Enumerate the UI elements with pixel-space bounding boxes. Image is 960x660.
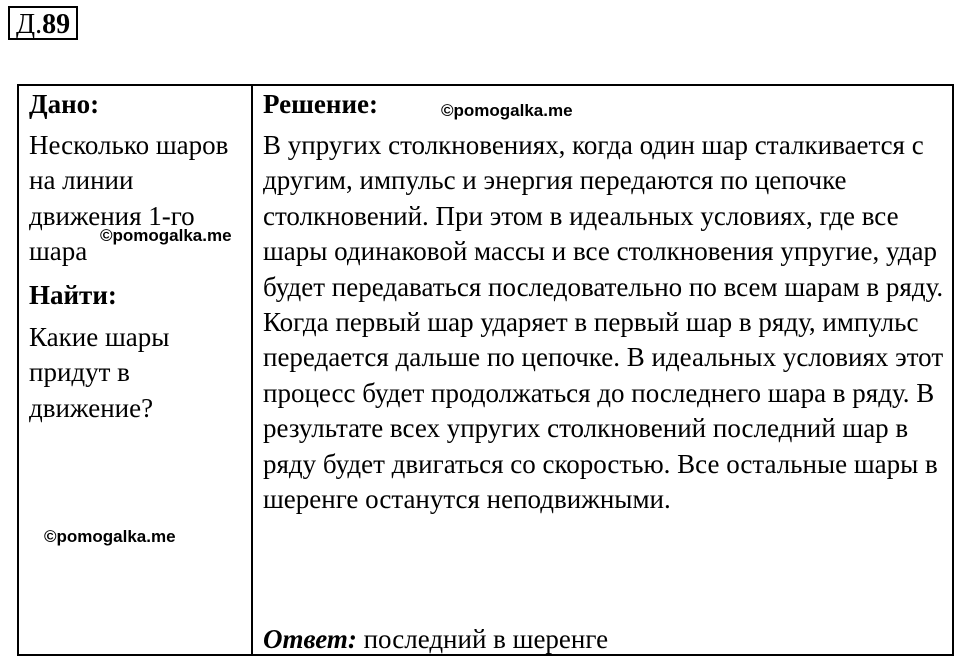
answer-text: последний в шеренге bbox=[363, 624, 609, 654]
given-text: Несколько шаров на линии движения 1-го шара bbox=[29, 130, 229, 267]
problem-number bbox=[8, 6, 78, 40]
solution-table bbox=[17, 84, 954, 656]
column-divider bbox=[251, 86, 253, 654]
answer-line bbox=[263, 623, 608, 655]
watermark-top: ©pomogalka.me bbox=[441, 101, 573, 120]
problem-number-value: 89 bbox=[42, 9, 71, 40]
watermark-bottom: ©pomogalka.me bbox=[44, 527, 176, 546]
solution-heading: Решение: bbox=[263, 89, 378, 119]
answer-label: Ответ: bbox=[263, 624, 357, 654]
given-heading: Дано: bbox=[29, 89, 100, 119]
find-heading: Найти: bbox=[29, 280, 117, 310]
find-text: Какие шары придут в движение? bbox=[29, 322, 170, 423]
watermark-middle: ©pomogalka.me bbox=[100, 226, 232, 245]
solution-text: В упругих столкновениях, когда один шар сталкивается с другим, импульс и энергия передаются по цепочке столкновений. При этом в идеальных условиях, где все шары одинаковой массы и все столкновения упругие, удар будет передаваться последовательно по всем шарам в ряду. Когда первый шар ударяет в первый шар в ряду, импульс передается дальше по цепочке. В идеальных условиях этот процесс будет продолжаться до последнего шара в ряду. В результате всех упругих столкновений последний шар в ряду будет двигаться со скоростью. Все остальные шары в шеренге останутся неподвижными. bbox=[263, 130, 944, 515]
problem-number-prefix: Д. bbox=[16, 9, 43, 40]
